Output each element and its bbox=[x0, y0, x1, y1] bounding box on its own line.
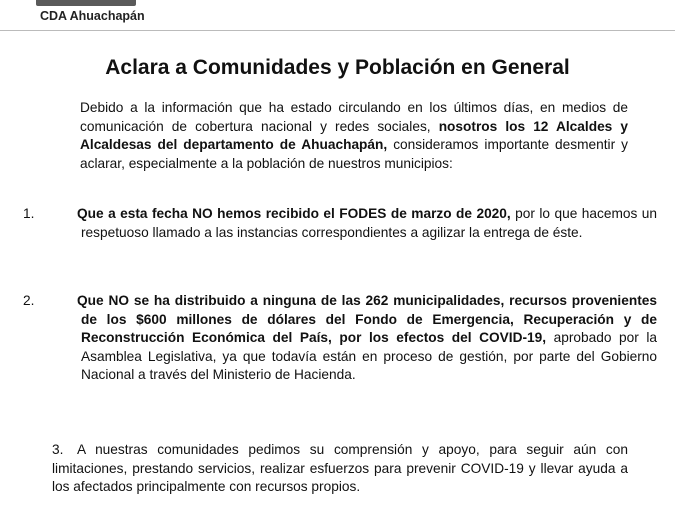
intro-text-a: Debido a la información que ha estado circulando en los últimos días, en medios de comunicación de cobertura nacional y redes sociales, bbox=[80, 100, 628, 134]
logo-graphic bbox=[36, 0, 136, 6]
intro-bold: nosotros los 12 Alcaldes y Alcaldesas del departamento de Ahuachapán, bbox=[80, 118, 628, 153]
list-item-number: 2. bbox=[23, 293, 35, 308]
list-item-number: 1. bbox=[23, 206, 35, 221]
header-divider bbox=[0, 30, 675, 31]
list-item-1 bbox=[23, 205, 657, 242]
list-item-3 bbox=[52, 441, 628, 497]
list-item-text: aprobado por la Asamblea Legislativa, ya que todavía están en proceso de gestión, por parte del Gobierno Nacional a través del Ministerio de Hacienda. bbox=[81, 330, 657, 383]
intro-paragraph bbox=[80, 99, 628, 173]
list-item-number: 3. bbox=[52, 442, 64, 457]
org-name: CDA Ahuachapán bbox=[40, 9, 145, 23]
list-item-bold: Que a esta fecha NO hemos recibido el FODES de marzo de 2020, bbox=[77, 206, 511, 221]
page-title: Aclara a Comunidades y Población en General bbox=[105, 56, 570, 79]
intro-text-b: consideramos importante desmentir y aclarar, especialmente a la población de nuestros municipios: bbox=[80, 137, 628, 171]
list-item-text: por lo que hacemos un respetuoso llamado a las instancias correspondientes a agilizar la entrega de éste. bbox=[81, 206, 657, 240]
list-item-2 bbox=[23, 292, 657, 385]
list-item-bold: Que NO se ha distribuido a ninguna de las 262 municipalidades, recursos provenientes de los $600 millones de dólares del Fondo de Emergencia, Recuperación y de Reconstrucción Económica del País, por los efectos del COVID-19, bbox=[77, 293, 657, 346]
list-item-text: A nuestras comunidades pedimos su comprensión y apoyo, para seguir aún con limitaciones, prestando servicios, realizar esfuerzos para prevenir COVID-19 y llevar ayuda a los afectados principalmente con recursos propios. bbox=[52, 442, 628, 495]
